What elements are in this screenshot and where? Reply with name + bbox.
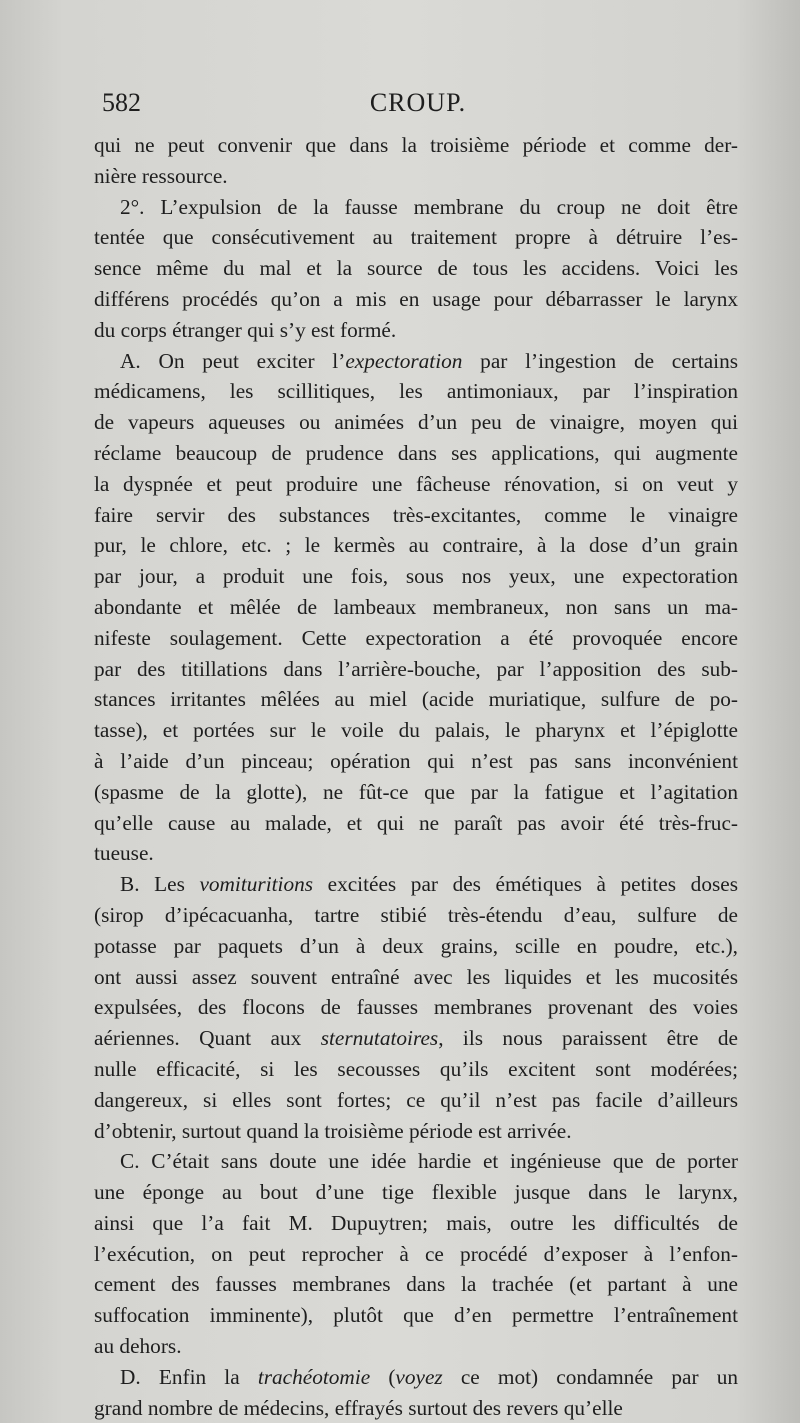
text-line: nulle efficacité, si les secousses qu’ils excitent sont modérées; xyxy=(94,1056,738,1081)
page-header xyxy=(100,82,736,126)
text-line: dangereux, si elles sont fortes; ce qu’il n’est pas facile d’ailleurs xyxy=(94,1087,738,1112)
paragraph-intro xyxy=(94,130,738,192)
text-line: tentée que consécutivement au traitement propre à détruire l’es- xyxy=(94,225,738,250)
text-line: stances irritantes mêlées au miel (acide muriatique, sulfure de po- xyxy=(94,687,738,712)
text-line: qui ne peut convenir que dans la troisième période et comme der- xyxy=(94,133,738,157)
text-line: (sirop d’ipécacuanha, tartre stibié très-étendu d’eau, sulfure de xyxy=(94,902,738,927)
text-line: à l’aide d’un pinceau; opération qui n’est pas sans inconvénient xyxy=(94,748,738,773)
text-line: sence même du mal et la source de tous les accidens. Voici les xyxy=(94,256,738,281)
paragraph-section-2 xyxy=(94,192,738,346)
text-line: d’obtenir, surtout quand la troisième période est arrivée. xyxy=(94,1118,572,1143)
text-line: expulsées, des flocons de fausses membranes provenant des voies xyxy=(94,995,738,1020)
text-line: nière ressource. xyxy=(94,163,228,188)
text-line: A. On peut exciter l’expectoration par l’ingestion de certains xyxy=(120,348,739,373)
text-line: l’exécution, on peut reprocher à ce procédé d’exposer à l’enfon- xyxy=(94,1241,738,1266)
paragraph-section-A xyxy=(94,346,738,870)
text-line: pur, le chlore, etc. ; le kermès au contraire, à la dose d’un grain xyxy=(94,533,738,558)
text-line: réclame beaucoup de prudence dans ses applications, qui augmente xyxy=(94,440,738,465)
paragraph-section-B xyxy=(94,869,738,1146)
text-line: une éponge au bout d’une tige flexible jusque dans le larynx, xyxy=(94,1180,738,1205)
text-line: au dehors. xyxy=(94,1334,182,1359)
text-line: par jour, a produit une fois, sous nos yeux, une expectoration xyxy=(94,564,738,589)
text-line: grand nombre de médecins, effrayés surtout des revers qu’elle xyxy=(94,1395,623,1420)
text-line: D. Enfin la trachéotomie (voyez ce mot) condamnée par un xyxy=(120,1364,738,1389)
text-line: nifeste soulagement. Cette expectoration a été provoquée encore xyxy=(94,625,738,650)
paragraph-section-C xyxy=(94,1146,738,1362)
text-line: aériennes. Quant aux sternutatoires, ils nous paraissent être de xyxy=(94,1026,738,1051)
text-line: par des titillations dans l’arrière-bouche, par l’apposition des sub- xyxy=(94,656,738,681)
text-line: tasse), et portées sur le voile du palais, le pharynx et l’épiglotte xyxy=(94,718,738,743)
text-line: ont aussi assez souvent entraîné avec les liquides et les mucosités xyxy=(94,964,738,989)
text-line: 2°. L’expulsion de la fausse membrane du croup ne doit être xyxy=(120,194,738,219)
text-line: tueuse. xyxy=(94,841,154,866)
text-line: faire servir des substances très-excitantes, comme le vinaigre xyxy=(94,502,738,527)
text-line: C. C’était sans doute une idée hardie et ingénieuse que de porter xyxy=(120,1149,738,1174)
text-line: qu’elle cause au malade, et qui ne paraît pas avoir été très-fruc- xyxy=(94,810,738,835)
text-line: potasse par paquets d’un à deux grains, scille en poudre, etc.), xyxy=(94,933,738,958)
text-line: abondante et mêlée de lambeaux membraneux, non sans un ma- xyxy=(94,594,738,619)
text-line: la dyspnée et peut produire une fâcheuse rénovation, si on veut y xyxy=(94,471,738,496)
paragraph-section-D xyxy=(94,1362,738,1423)
text-line: différens procédés qu’on a mis en usage pour débarrasser le larynx xyxy=(94,286,738,311)
running-head: CROUP. xyxy=(369,88,467,117)
text-line: du corps étranger qui s’y est formé. xyxy=(94,317,397,342)
text-line: (spasme de la glotte), ne fût-ce que par la fatigue et l’agitation xyxy=(94,779,738,804)
text-line: cement des fausses membranes dans la trachée (et partant à une xyxy=(94,1272,738,1297)
page-number: 582 xyxy=(102,88,141,117)
text-line: médicamens, les scillitiques, les antimoniaux, par l’inspiration xyxy=(94,379,738,404)
text-line: de vapeurs aqueuses ou animées d’un peu de vinaigre, moyen qui xyxy=(94,410,738,435)
text-line: ainsi que l’a fait M. Dupuytren; mais, outre les difficultés de xyxy=(94,1210,738,1235)
text-line: suffocation imminente), plutôt que d’en permettre l’entraînement xyxy=(94,1303,738,1328)
text-line: B. Les vomituritions excitées par des émétiques à petites doses xyxy=(120,872,738,897)
body-text xyxy=(94,130,738,1423)
